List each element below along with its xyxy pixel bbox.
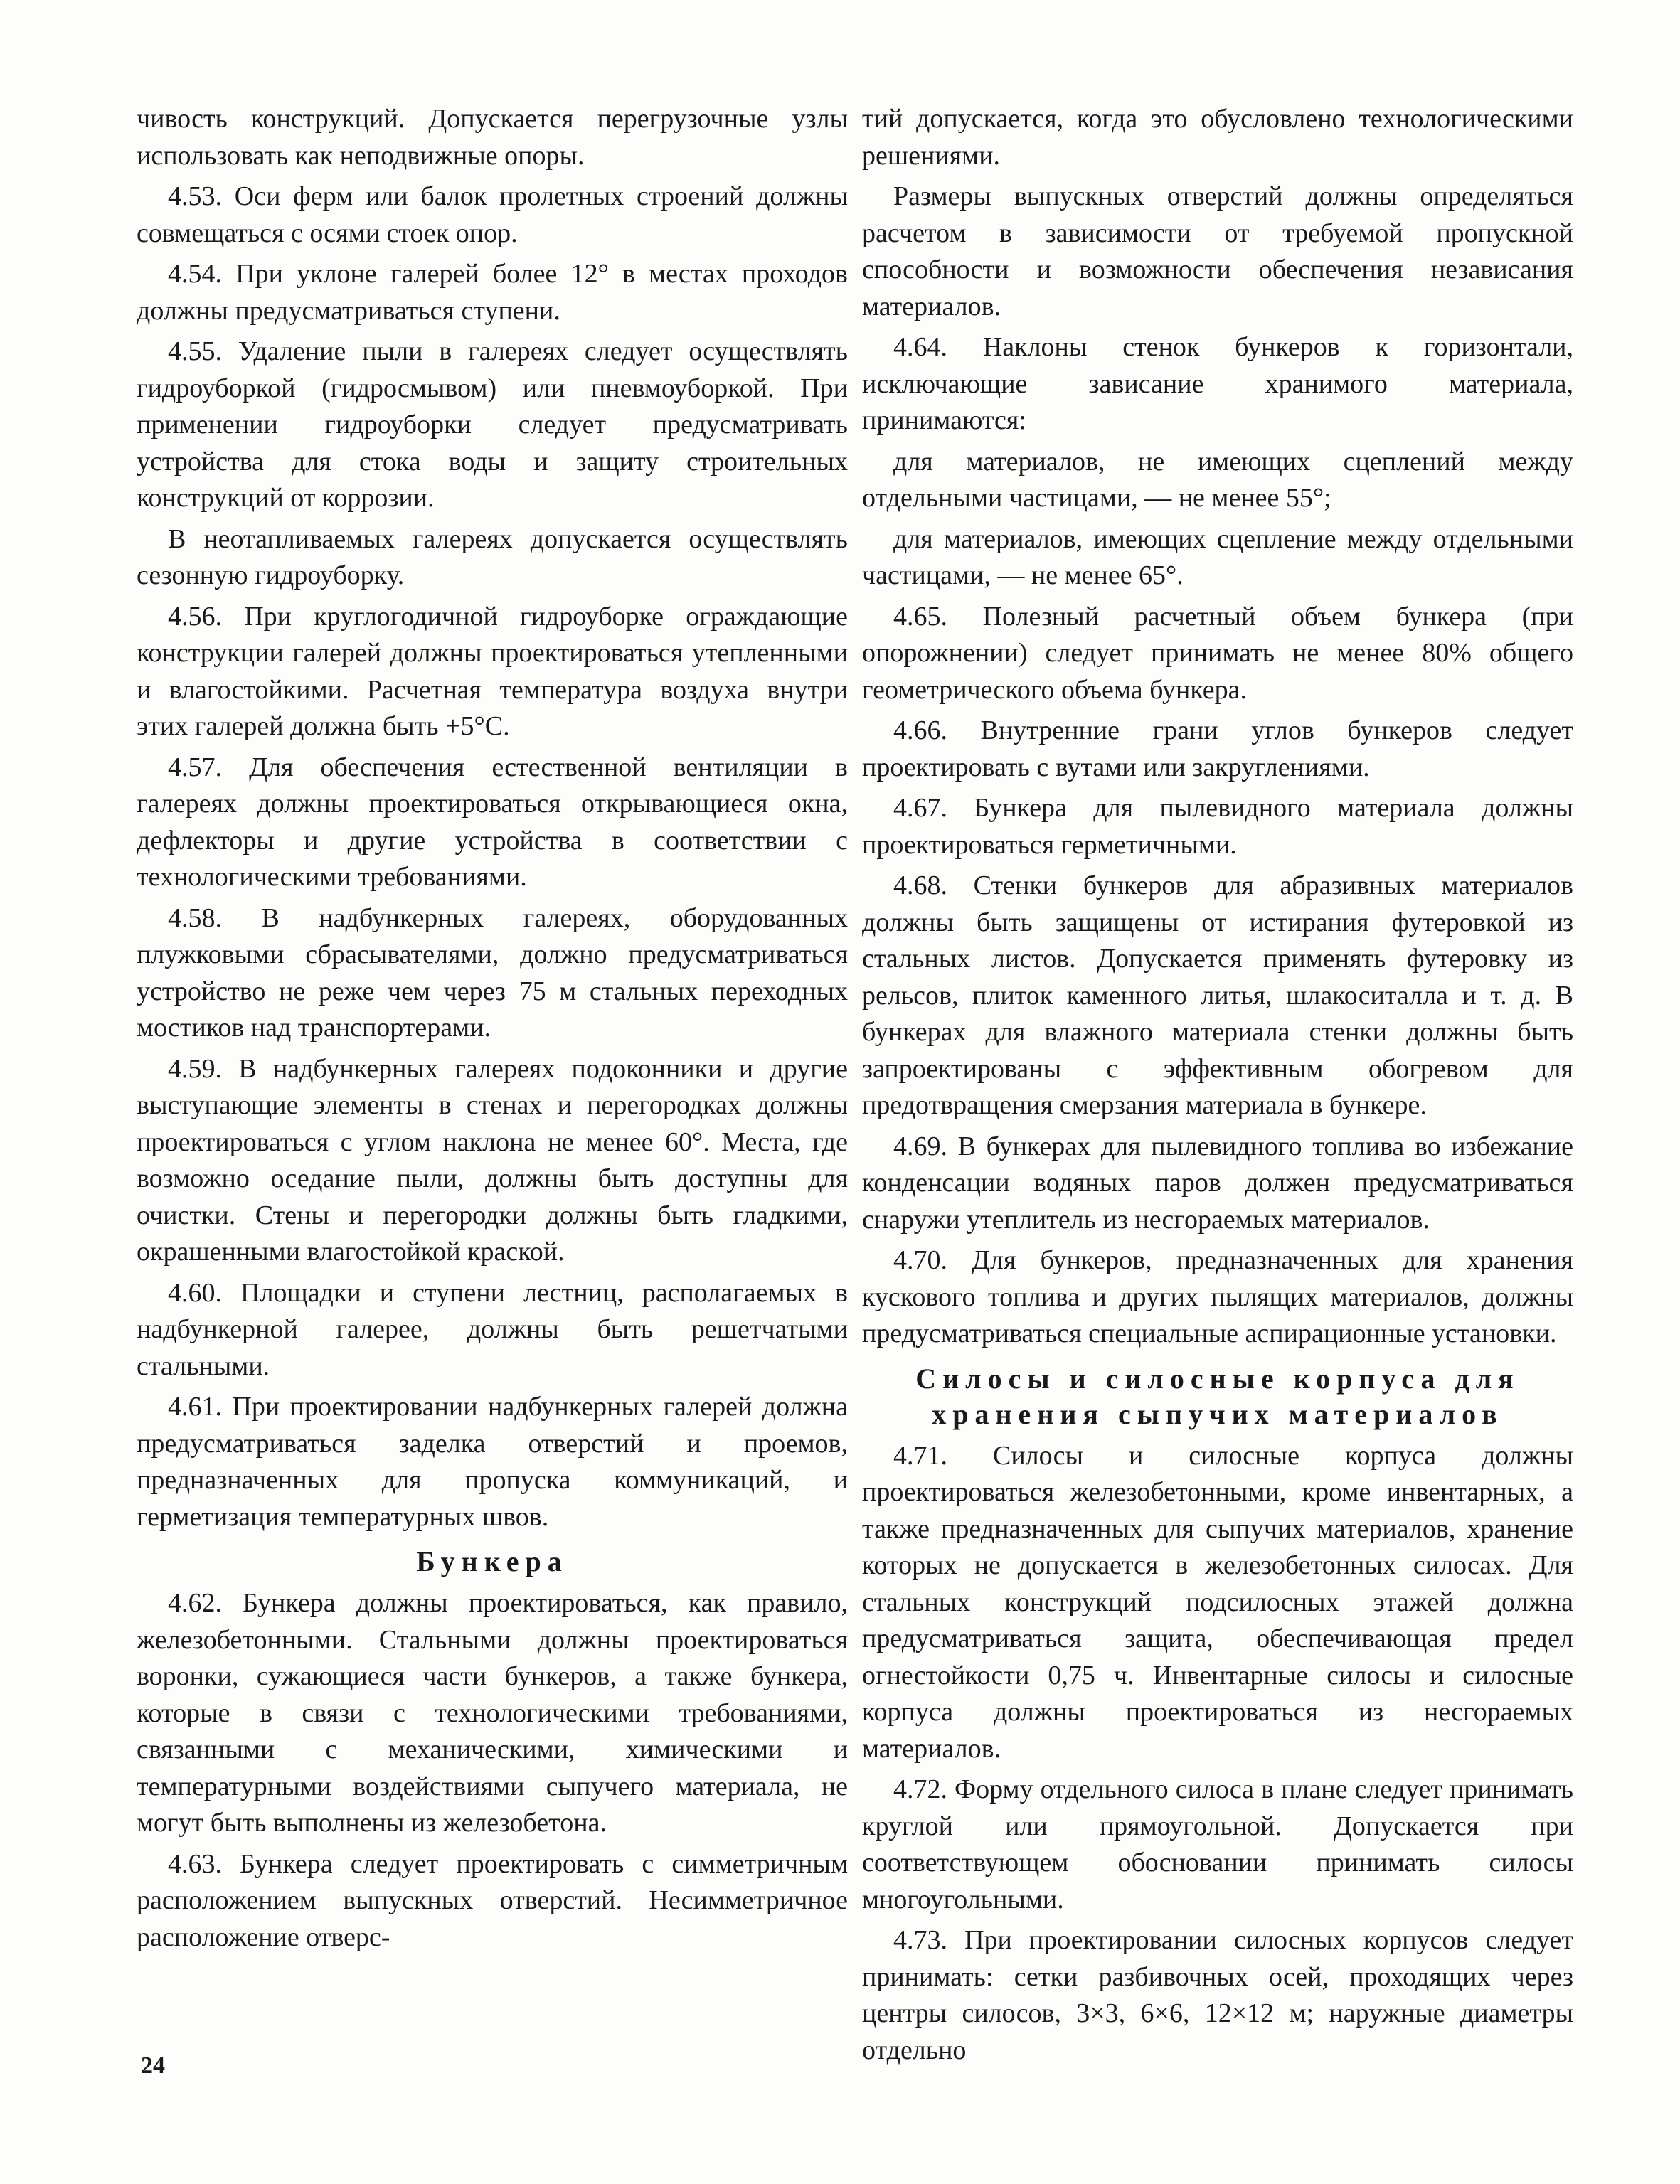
paragraph-4-59: 4.59. В надбункерных галереях подоконники и другие выступающие элементы в стенах и перегородках должны проектироваться с углом наклона не менее 60°. Места, где возможно оседание пыли, должны быть доступны для очистки. Стены и перегородки должны быть гладкими, окрашенными влагостойкой краской. [137,1053,848,1267]
paragraph-4-64: 4.64. Наклоны стенок бункеров к горизонтали, исключающие зависание хранимого материала, принимаются: [862,332,1573,435]
paragraph-4-69: 4.69. В бункерах для пылевидного топлива во избежание конденсации водяных паров должен предусматриваться снаружи утеплитель из несгораемых материалов. [862,1131,1573,1235]
paragraph-4-61: 4.61. При проектировании надбункерных галерей должна предусматриваться заделка отверстий и проемов, предназначенных для пропуска коммуникаций, и герметизация температурных швов. [137,1392,848,1532]
paragraph-4-57: 4.57. Для обеспечения естественной вентиляции в галереях должны проектироваться открывающиеся окна, дефлекторы и другие устройства в соответствии с технологическими требованиями. [137,752,848,892]
paragraph-4-71: 4.71. Силосы и силосные корпуса должны проектироваться железобетонными, кроме инвентарных, а также предназначенных для сыпучих материалов, хранение которых не допускается в железобетонных силосах. Для стальных конструкций подсилосных этажей должна предусматриваться защита, обеспечивающая предел огнестойкости 0,75 ч. Инвентарные силосы и силосные корпуса должны проектироваться из несгораемых материалов. [862,1440,1573,1764]
paragraph: чивость конструкций. Допускается перегрузочные узлы использовать как неподвижные опоры. [137,104,848,171]
paragraph-4-70: 4.70. Для бункеров, предназначенных для хранения кускового топлива и других пылящих материалов, должны предусматриваться специальные аспирационные установки. [862,1245,1573,1348]
paragraph-4-67: 4.67. Бункера для пылевидного материала должны проектироваться герметичными. [862,793,1573,860]
paragraph-4-73: 4.73. При проектировании силосных корпусов следует принимать: сетки разбивочных осей, проходящих через центры силосов, 3×3, 6×6, 12×12 м; наружные диаметры отдельно [862,1925,1573,2065]
right-column [862,101,1573,2073]
paragraph: В неотапливаемых галереях допускается осуществлять сезонную гидроуборку. [137,523,848,590]
page-number: 24 [141,2052,165,2079]
paragraph: для материалов, имеющих сцепление между отдельными частицами, — не менее 65°. [862,523,1573,590]
section-heading-silos: Силосы и силосные корпуса для хранения сыпучих материалов [915,1362,1520,1430]
paragraph-4-62: 4.62. Бункера должны проектироваться, как правило, железобетонными. Стальными должны проектироваться воронки, сужающиеся части бункеров, а также бункера, которые в связи с технологическими требованиями, связанными с механическими, химическими и температурными воздействиями сыпучего материала, не могут быть выполнены из железобетона. [137,1588,848,1838]
paragraph-4-63: 4.63. Бункера следует проектировать с симметричным расположением выпускных отверстий. Несимметричное расположение отверс- [137,1848,848,1952]
paragraph-4-56: 4.56. При круглогодичной гидроуборке ограждающие конструкции галерей должны проектироваться утепленными и влагостойкими. Расчетная температура воздуха внутри этих галерей должна быть +5°С. [137,601,848,741]
paragraph-4-55: 4.55. Удаление пыли в галереях следует осуществлять гидроуборкой (гидросмывом) или пневмоуборкой. При применении гидроуборки следует предусматривать устройства для стока воды и защиту строительных конструкций от коррозии. [137,336,848,513]
paragraph-4-60: 4.60. Площадки и ступени лестниц, располагаемых в надбункерной галерее, должны быть решетчатыми стальными. [137,1277,848,1381]
paragraph-4-65: 4.65. Полезный расчетный объем бункера (при опорожнении) следует принимать не менее 80% общего геометрического объема бункера. [862,601,1573,705]
paragraph: для материалов, не имеющих сцеплений между отдельными частицами, — не менее 55°; [862,446,1573,513]
paragraph-4-53: 4.53. Оси ферм или балок пролетных строений должны совмещаться с осями стоек опор. [137,181,848,248]
left-column [137,101,848,1960]
section-heading-bunkers: Бункера [416,1545,568,1577]
paragraph: Размеры выпускных отверстий должны определяться расчетом в зависимости от требуемой пропускной способности и возможности обеспечения независания материалов. [862,181,1573,321]
paragraph-4-66: 4.66. Внутренние грани углов бункеров следует проектировать с вутами или закруглениями. [862,715,1573,782]
paragraph: тий допускается, когда это обусловлено технологическими решениями. [862,104,1573,171]
paragraph-4-58: 4.58. В надбункерных галереях, оборудованных плужковыми сбрасывателями, должно предусматриваться устройство не реже чем через 75 м стальных переходных мостиков над транспортерами. [137,902,848,1043]
paragraph-4-54: 4.54. При уклоне галерей более 12° в местах проходов должны предусматриваться ступени. [137,259,848,326]
paragraph-4-72: 4.72. Форму отдельного силоса в плане следует принимать круглой или прямоугольной. Допускается при соответствующем обосновании принимать силосы многоугольными. [862,1774,1573,1914]
paragraph-4-68: 4.68. Стенки бункеров для абразивных материалов должны быть защищены от истирания футеровкой из стальных листов. Допускается применять футеровку из рельсов, плиток каменного литья, шлакоситалла и т. д. В бункерах для влажного материала стенки должны быть запроектированы с эффективным обогревом для предотвращения смерзания материала в бункере. [862,870,1573,1120]
